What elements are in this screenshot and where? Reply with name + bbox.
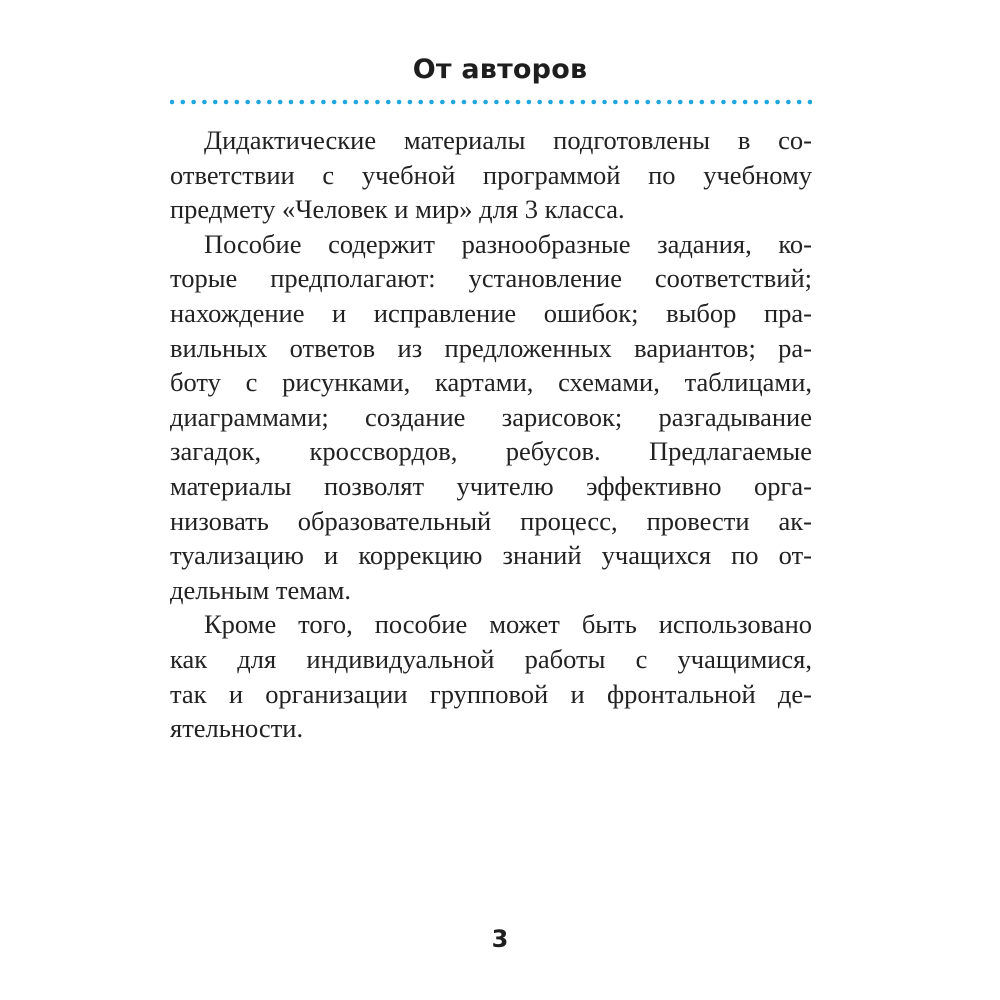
divider-dot — [170, 100, 174, 105]
divider-dot — [743, 100, 748, 105]
divider-dot — [591, 100, 596, 105]
divider-dot — [472, 100, 477, 105]
divider-dot — [559, 100, 564, 105]
divider-dot — [289, 100, 294, 105]
text-line: предмету «Человек и мир» для 3 класса. — [170, 194, 625, 225]
divider-dot — [310, 100, 315, 105]
text-line: низовать образовательный процесс, провести ак- — [170, 505, 812, 536]
divider-dot — [656, 100, 661, 105]
divider-dot — [408, 100, 413, 105]
text-line: вильных ответов из предложенных вариантов; ра- — [170, 332, 812, 363]
text-line: Кроме того, пособие может быть использовано — [204, 609, 812, 640]
divider-dot — [278, 100, 283, 105]
divider-dot — [797, 100, 802, 105]
paragraph — [170, 607, 812, 745]
text-line: ответствии с учебной программой по учебному — [170, 159, 812, 190]
text-line: Дидактические материалы подготовлены в со- — [204, 125, 812, 155]
divider-dot — [700, 100, 705, 105]
text-line: ятельности. — [170, 713, 304, 744]
divider-dot — [689, 100, 694, 105]
divider-dot — [710, 100, 715, 105]
divider-dot — [451, 100, 456, 105]
divider-dot — [256, 100, 261, 105]
text-line: загадок, кроссвордов, ребусов. Предлагаемые — [170, 436, 812, 467]
divider-dot — [429, 100, 434, 105]
divider-dot — [332, 100, 337, 105]
divider-dot — [548, 100, 553, 105]
divider-dot — [646, 100, 651, 105]
page-title: От авторов — [412, 54, 588, 85]
text-line: туализацию и коррекцию знаний учащихся по от- — [170, 540, 812, 571]
divider-dot — [516, 100, 521, 105]
divider-dot — [602, 100, 607, 105]
dotted-divider — [170, 98, 812, 106]
text-line: Пособие содержит разнообразные задания, ко- — [204, 228, 812, 259]
divider-dot — [754, 100, 759, 105]
divider-dot — [537, 100, 542, 105]
divider-dot — [235, 100, 240, 105]
divider-dot — [191, 100, 196, 105]
paragraph — [170, 227, 812, 608]
divider-dot — [267, 100, 272, 105]
divider-dot — [299, 100, 304, 105]
dotted-divider-graphic — [170, 98, 812, 106]
divider-dot — [397, 100, 402, 105]
text-line: нахождение и исправление ошибок; выбор пра- — [170, 297, 812, 328]
divider-dot — [624, 100, 629, 105]
paragraph — [170, 123, 812, 227]
divider-dot — [527, 100, 532, 105]
divider-dot — [202, 100, 207, 105]
text-line: боту с рисунками, картами, схемами, таблицами, — [170, 367, 812, 398]
divider-dot — [808, 100, 812, 105]
divider-dot — [343, 100, 348, 105]
divider-dot — [386, 100, 391, 105]
divider-dot — [483, 100, 488, 105]
divider-dot — [581, 100, 586, 105]
divider-dot — [505, 100, 510, 105]
text-line: материалы позволят учителю эффективно орга- — [170, 470, 812, 501]
divider-dot — [321, 100, 326, 105]
divider-dot — [667, 100, 672, 105]
divider-dot — [440, 100, 445, 105]
divider-dot — [775, 100, 780, 105]
text-line: торые предполагают: установление соответствий; — [170, 263, 812, 294]
divider-dot — [678, 100, 683, 105]
text-line: как для индивидуальной работы с учащимися, — [170, 643, 812, 674]
divider-dot — [494, 100, 499, 105]
divider-dot — [181, 100, 186, 105]
divider-dot — [245, 100, 250, 105]
divider-dot — [375, 100, 380, 105]
text-line: дельным темам. — [170, 574, 352, 605]
divider-dot — [418, 100, 423, 105]
text-line: диаграммами; создание зарисовок; разгадывание — [170, 401, 812, 432]
text-line: так и организации групповой и фронтальной де- — [170, 678, 812, 709]
divider-dot — [570, 100, 575, 105]
divider-dot — [721, 100, 726, 105]
divider-dot — [613, 100, 618, 105]
divider-dot — [764, 100, 769, 105]
divider-dot — [354, 100, 359, 105]
divider-dot — [635, 100, 640, 105]
divider-dot — [224, 100, 229, 105]
divider-dot — [732, 100, 737, 105]
page-number: 3 — [491, 925, 509, 953]
divider-dot — [213, 100, 218, 105]
divider-dot — [364, 100, 369, 105]
body-text — [170, 123, 812, 746]
divider-dot — [786, 100, 791, 105]
divider-dot — [462, 100, 467, 105]
